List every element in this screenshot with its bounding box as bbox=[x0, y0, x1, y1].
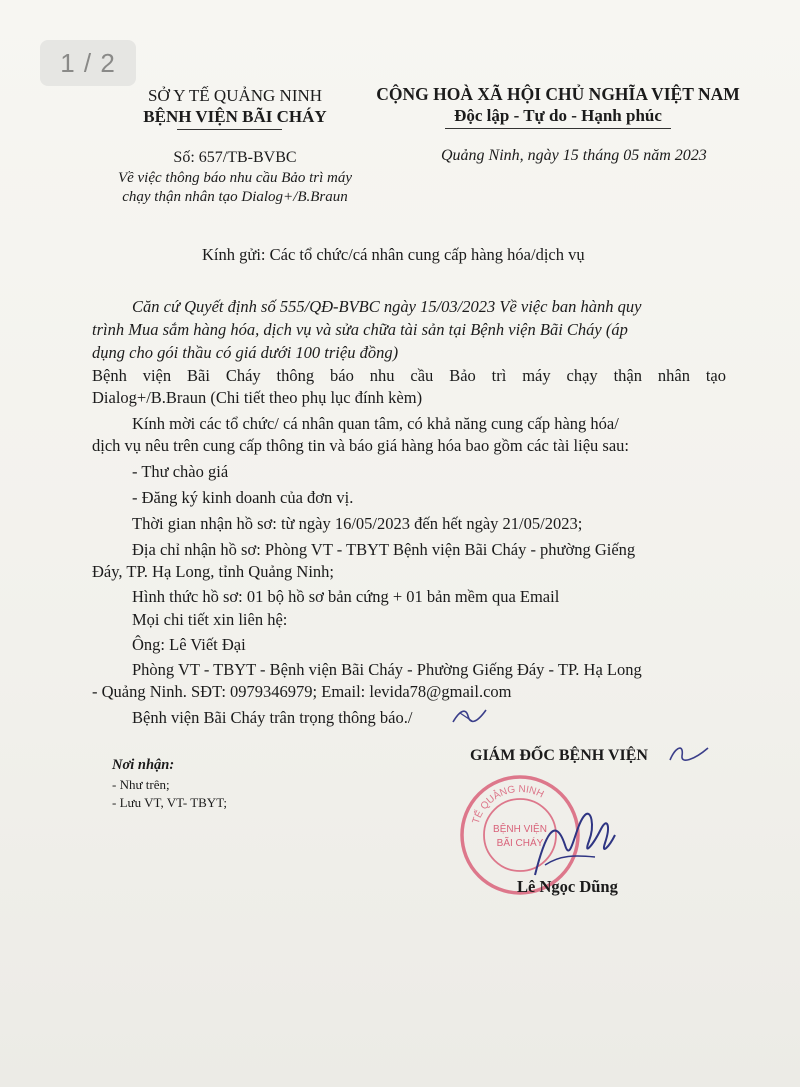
stamp-ring-text: TẾ QUẢNG NINH bbox=[470, 783, 546, 826]
document-subject-line1: Về việc thông báo nhu cầu Bảo trì máy bbox=[117, 170, 353, 186]
motto-underline bbox=[445, 128, 671, 129]
document-list-item-quote: - Thư chào giá bbox=[132, 462, 229, 481]
address-line2: Đáy, TP. Hạ Long, tỉnh Quảng Ninh; bbox=[92, 562, 334, 581]
submission-time: Thời gian nhận hồ sơ: từ ngày 16/05/2023 đến hết ngày 21/05/2023; bbox=[132, 514, 583, 533]
basis-line2: trình Mua sắm hàng hóa, dịch vụ và sửa chữa tài sản tại Bệnh viện Bãi Cháy (áp bbox=[92, 320, 628, 339]
ministry-name: SỞ Y TẾ QUẢNG NINH bbox=[147, 86, 323, 105]
signer-name: Lê Ngọc Dũng bbox=[517, 877, 618, 896]
page-indicator: 1 / 2 bbox=[40, 40, 136, 86]
basis-line1: Căn cứ Quyết định số 555/QĐ-BVBC ngày 15/03/2023 Về việc ban hành quy bbox=[132, 297, 642, 316]
invite-line1: Kính mời các tổ chức/ cá nhân quan tâm, có khả năng cung cấp hàng hóa/ bbox=[132, 414, 619, 433]
recipients-item-as-above: - Như trên; bbox=[112, 777, 170, 792]
submission-form: Hình thức hồ sơ: 01 bộ hồ sơ bản cứng + 01 bản mềm qua Email bbox=[132, 587, 560, 606]
document-list-item-business-registration: - Đăng ký kinh doanh của đơn vị. bbox=[132, 488, 354, 507]
document-subject-line2: chạy thận nhân tạo Dialog+/B.Braun bbox=[122, 189, 348, 205]
initial-mark-icon bbox=[450, 704, 490, 728]
recipients-item-archive: - Lưu VT, VT- TBYT; bbox=[112, 795, 228, 810]
recipient-line: Kính gửi: Các tổ chức/cá nhân cung cấp hàng hóa/dịch vụ bbox=[202, 245, 585, 264]
stamp-line1: BỆNH VIỆN bbox=[493, 824, 547, 835]
address-line1: Địa chỉ nhận hồ sơ: Phòng VT - TBYT Bệnh viện Bãi Cháy - phường Giếng bbox=[132, 540, 636, 559]
document-number: Số: 657/TB-BVBC bbox=[173, 149, 297, 166]
signer-title: GIÁM ĐỐC BỆNH VIỆN bbox=[470, 747, 648, 764]
place-date: Quảng Ninh, ngày 15 tháng 05 năm 2023 bbox=[441, 147, 707, 164]
closing-line: Bệnh viện Bãi Cháy trân trọng thông báo./ bbox=[132, 708, 413, 727]
invite-line2: dịch vụ nêu trên cung cấp thông tin và báo giá hàng hóa bao gồm các tài liệu sau: bbox=[92, 436, 629, 455]
notice-line1: Bệnh viện Bãi Cháy thông báo nhu cầu Bảo trì máy chạy thận nhân tạo bbox=[92, 366, 726, 385]
contact-intro: Mọi chi tiết xin liên hệ: bbox=[132, 610, 288, 629]
hospital-underline bbox=[177, 129, 282, 130]
notice-line2: Dialog+/B.Braun (Chi tiết theo phụ lục đính kèm) bbox=[92, 388, 423, 407]
initial-mark-icon bbox=[664, 738, 712, 770]
contact-line1: Phòng VT - TBYT - Bệnh viện Bãi Cháy - Phường Giếng Đáy - TP. Hạ Long bbox=[132, 660, 642, 679]
basis-line3: dụng cho gói thầu có giá dưới 100 triệu đồng) bbox=[92, 343, 399, 362]
hospital-name: BỆNH VIỆN BÃI CHÁY bbox=[143, 107, 327, 126]
motto: Độc lập - Tự do - Hạnh phúc bbox=[454, 106, 662, 125]
contact-line2: - Quảng Ninh. SĐT: 0979346979; Email: levida78@gmail.com bbox=[92, 682, 512, 701]
stamp-line2: BÃI CHÁY bbox=[496, 838, 544, 849]
country-name: CỘNG HOÀ XÃ HỘI CHỦ NGHĨA VIỆT NAM bbox=[376, 84, 740, 104]
recipients-title: Nơi nhận: bbox=[112, 757, 175, 773]
contact-name: Ông: Lê Viết Đại bbox=[132, 635, 246, 654]
